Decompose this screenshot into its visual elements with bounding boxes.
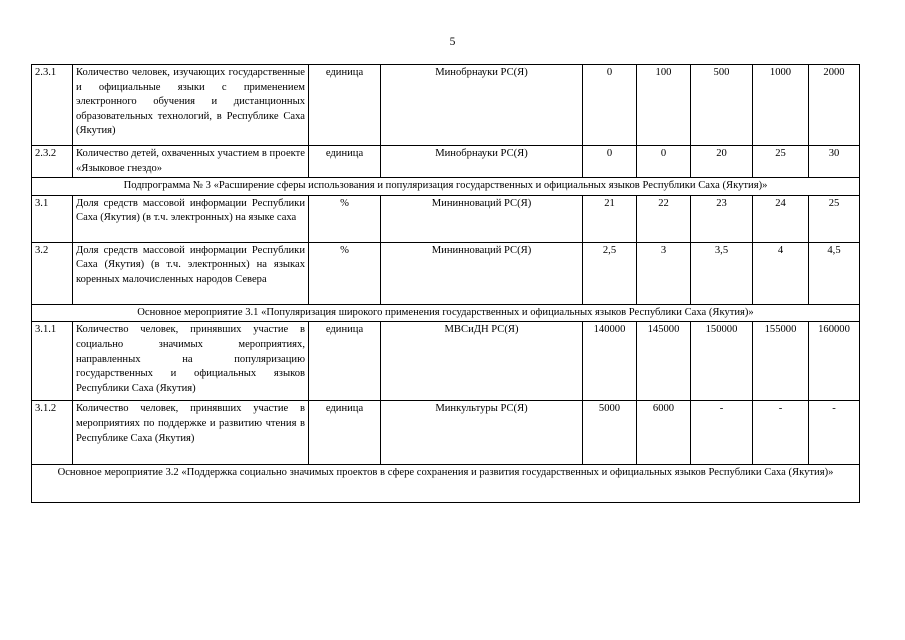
indicator-value: - xyxy=(753,401,809,465)
responsible-organization: Минобрнауки РС(Я) xyxy=(381,65,583,146)
indicator-value: 1000 xyxy=(753,65,809,146)
indicator-value: 160000 xyxy=(809,322,860,401)
indicator-value: 25 xyxy=(753,146,809,178)
section-row xyxy=(32,304,860,322)
indicator-name: Доля средств массовой информации Республики Саха (Якутия) (в т.ч. электронных) на языке саха xyxy=(73,195,309,242)
indicator-value: 100 xyxy=(637,65,691,146)
indicator-value: 2000 xyxy=(809,65,860,146)
indicator-name: Количество человек, принявших участие в мероприятиях по поддержке и развитию чтения в Республике Саха (Якутия) xyxy=(73,401,309,465)
indicator-code: 3.1 xyxy=(32,195,73,242)
indicator-value: 0 xyxy=(583,65,637,146)
indicator-value: 4 xyxy=(753,242,809,304)
responsible-organization: Мининноваций РС(Я) xyxy=(381,195,583,242)
responsible-organization: Минкультуры РС(Я) xyxy=(381,401,583,465)
indicator-name: Количество человек, изучающих государственные и официальные языки с применением электронного обучения и дистанционных образовательных технологий, в Республике Саха (Якутия) xyxy=(73,65,309,146)
section-row xyxy=(32,465,860,503)
table-row xyxy=(32,401,860,465)
section-row xyxy=(32,178,860,196)
section-title: Основное мероприятие 3.1 «Популяризация широкого применения государственных и официальных языков Республики Саха (Якутия)» xyxy=(32,304,860,322)
indicator-name: Доля средств массовой информации Республики Саха (Якутия) (в т.ч. электронных) на языках коренных малочисленных народов Севера xyxy=(73,242,309,304)
indicator-value: 3 xyxy=(637,242,691,304)
indicator-value: 20 xyxy=(691,146,753,178)
section-title: Основное мероприятие 3.2 «Поддержка социально значимых проектов в сфере сохранения и развития государственных и официальных языков Республики Саха (Якутия)» xyxy=(32,465,860,503)
indicator-unit: единица xyxy=(309,322,381,401)
indicator-name: Количество человек, принявших участие в социально значимых мероприятиях, направленных на популяризацию государственных и официальных языков Республики Саха (Якутия) xyxy=(73,322,309,401)
section-title: Подпрограмма № 3 «Расширение сферы использования и популяризация государственных и официальных языков Республики Саха (Якутия)» xyxy=(32,178,860,196)
table-row xyxy=(32,322,860,401)
responsible-organization: Минобрнауки РС(Я) xyxy=(381,146,583,178)
indicator-code: 3.2 xyxy=(32,242,73,304)
indicator-value: 22 xyxy=(637,195,691,242)
indicator-value: 155000 xyxy=(753,322,809,401)
indicator-value: 0 xyxy=(583,146,637,178)
responsible-organization: МВСиДН РС(Я) xyxy=(381,322,583,401)
indicator-value: - xyxy=(691,401,753,465)
indicator-value: 3,5 xyxy=(691,242,753,304)
indicator-value: - xyxy=(809,401,860,465)
indicator-unit: единица xyxy=(309,401,381,465)
indicator-value: 25 xyxy=(809,195,860,242)
indicator-unit: единица xyxy=(309,146,381,178)
indicator-value: 150000 xyxy=(691,322,753,401)
indicator-value: 30 xyxy=(809,146,860,178)
indicator-value: 2,5 xyxy=(583,242,637,304)
indicator-value: 140000 xyxy=(583,322,637,401)
indicator-value: 5000 xyxy=(583,401,637,465)
table-row xyxy=(32,65,860,146)
indicator-value: 0 xyxy=(637,146,691,178)
indicator-code: 2.3.2 xyxy=(32,146,73,178)
table-row xyxy=(32,195,860,242)
indicator-code: 2.3.1 xyxy=(32,65,73,146)
page-number: 5 xyxy=(449,36,456,48)
indicator-value: 6000 xyxy=(637,401,691,465)
indicator-value: 24 xyxy=(753,195,809,242)
indicator-code: 3.1.2 xyxy=(32,401,73,465)
indicator-value: 4,5 xyxy=(809,242,860,304)
indicator-value: 500 xyxy=(691,65,753,146)
indicator-name: Количество детей, охваченных участием в проекте «Языковое гнездо» xyxy=(73,146,309,178)
indicator-unit: единица xyxy=(309,65,381,146)
table-row xyxy=(32,146,860,178)
indicator-value: 23 xyxy=(691,195,753,242)
responsible-organization: Мининноваций РС(Я) xyxy=(381,242,583,304)
indicator-unit: % xyxy=(309,195,381,242)
indicator-unit: % xyxy=(309,242,381,304)
indicator-code: 3.1.1 xyxy=(32,322,73,401)
indicators-table xyxy=(31,64,860,503)
indicator-value: 145000 xyxy=(637,322,691,401)
indicator-value: 21 xyxy=(583,195,637,242)
table-row xyxy=(32,242,860,304)
